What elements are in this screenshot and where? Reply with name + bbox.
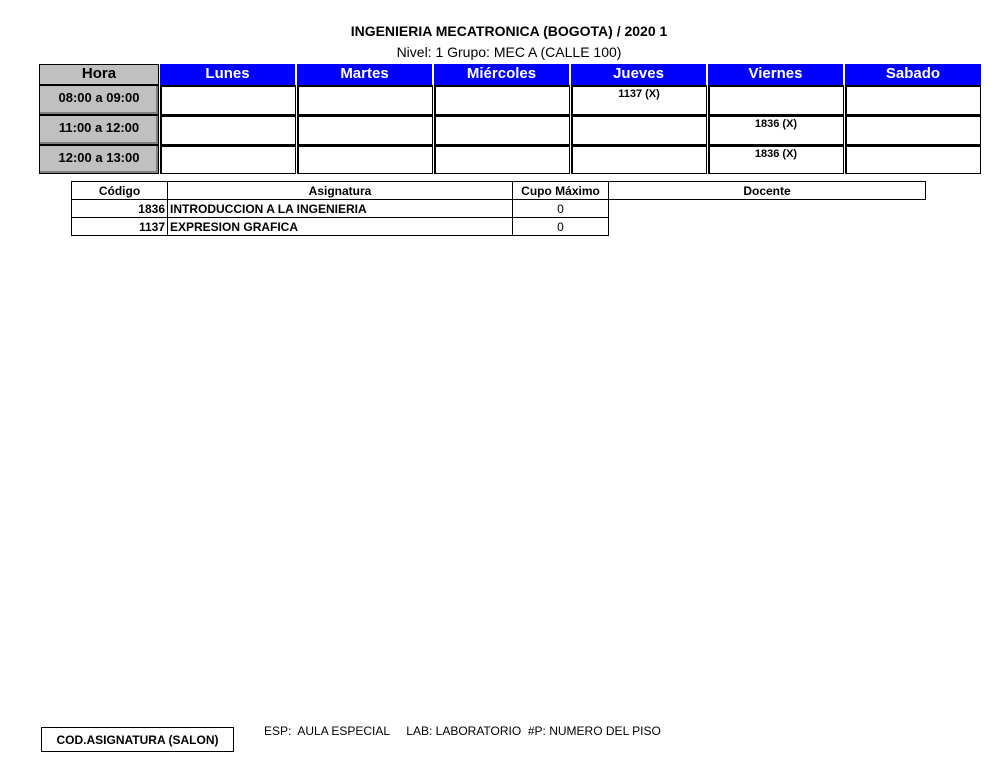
col-header-asignatura: Asignatura bbox=[168, 182, 513, 200]
course-table-header-row bbox=[72, 182, 926, 200]
legend-text: ESP: AULA ESPECIAL LAB: LABORATORIO #P: NUMERO DEL PISO bbox=[264, 724, 661, 738]
course-name: INTRODUCCION A LA INGENIERIA bbox=[168, 200, 513, 218]
table-row bbox=[72, 200, 926, 218]
day-header-martes: Martes bbox=[297, 64, 432, 85]
slot-r3-jueves bbox=[571, 145, 707, 174]
time-slot-3: 12:00 a 13:00 bbox=[39, 145, 159, 174]
page-subtitle: Nivel: 1 Grupo: MEC A (CALLE 100) bbox=[396, 44, 622, 60]
slot-r1-jueves: 1137 (X) bbox=[571, 85, 707, 115]
course-docente bbox=[609, 218, 926, 236]
day-header-sabado: Sabado bbox=[845, 64, 981, 85]
slot-r2-sabado bbox=[845, 115, 981, 145]
legend-code-box: COD.ASIGNATURA (SALON) bbox=[41, 727, 234, 752]
slot-r3-sabado bbox=[845, 145, 981, 174]
time-slot-1: 08:00 a 09:00 bbox=[39, 85, 159, 115]
course-docente bbox=[609, 200, 926, 218]
slot-r2-lunes bbox=[160, 115, 296, 145]
slot-r3-lunes bbox=[160, 145, 296, 174]
slot-r1-lunes bbox=[160, 85, 296, 115]
course-name: EXPRESION GRAFICA bbox=[168, 218, 513, 236]
course-cupo: 0 bbox=[513, 218, 609, 236]
course-cupo: 0 bbox=[513, 200, 609, 218]
slot-r2-martes bbox=[297, 115, 433, 145]
slot-r2-jueves bbox=[571, 115, 707, 145]
slot-r3-martes bbox=[297, 145, 433, 174]
col-header-docente: Docente bbox=[609, 182, 926, 200]
day-header-miercoles: Miércoles bbox=[434, 64, 569, 85]
slot-r1-martes bbox=[297, 85, 433, 115]
hora-header: Hora bbox=[39, 64, 159, 85]
course-code: 1137 bbox=[72, 218, 168, 236]
slot-r3-miercoles bbox=[434, 145, 570, 174]
col-header-codigo: Código bbox=[72, 182, 168, 200]
slot-r1-viernes bbox=[708, 85, 844, 115]
slot-r3-viernes: 1836 (X) bbox=[708, 145, 844, 174]
slot-r1-sabado bbox=[845, 85, 981, 115]
slot-r2-viernes: 1836 (X) bbox=[708, 115, 844, 145]
slot-r1-miercoles bbox=[434, 85, 570, 115]
col-header-cupo: Cupo Máximo bbox=[513, 182, 609, 200]
course-table bbox=[71, 181, 926, 236]
slot-r2-miercoles bbox=[434, 115, 570, 145]
schedule-grid bbox=[39, 64, 981, 174]
day-header-jueves: Jueves bbox=[571, 64, 706, 85]
time-slot-2: 11:00 a 12:00 bbox=[39, 115, 159, 145]
day-header-lunes: Lunes bbox=[160, 64, 295, 85]
course-code: 1836 bbox=[72, 200, 168, 218]
day-header-viernes: Viernes bbox=[708, 64, 843, 85]
table-row bbox=[72, 218, 926, 236]
page-title: INGENIERIA MECATRONICA (BOGOTA) / 2020 1 bbox=[350, 23, 668, 39]
